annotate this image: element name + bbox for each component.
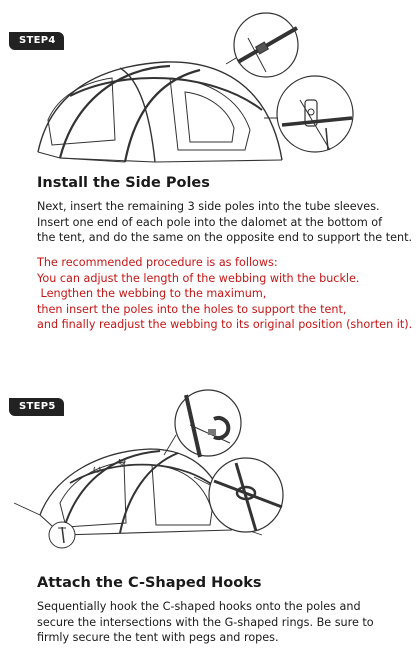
- step5-description-line: Sequentially hook the C-shaped hooks onto the poles and: [37, 600, 361, 613]
- step5-title: Attach the C-Shaped Hooks: [37, 575, 262, 591]
- step5-description-line: secure the intersections with the G-shaped rings. Be sure to: [37, 615, 374, 629]
- step4-description-line: the tent, and do the same on the opposite end to support the tent.: [37, 231, 413, 244]
- step4-tent-illustration: [0, 0, 416, 170]
- step4-procedure-line: Lengthen the webbing to the maximum,: [37, 287, 267, 300]
- step4-title: Install the Side Poles: [37, 175, 210, 191]
- step4-procedure: [37, 255, 415, 333]
- step5-description: [37, 599, 415, 646]
- step5-badge: STEP5: [9, 398, 64, 416]
- step4-description-line: Insert one end of each pole into the dalomet at the bottom of: [37, 215, 383, 229]
- step4-description: [37, 199, 415, 246]
- step4-procedure-line: The recommended procedure is as follows:: [37, 256, 278, 269]
- step4-badge: STEP4: [9, 32, 64, 50]
- step5-description-line: firmly secure the tent with pegs and ropes.: [37, 631, 279, 644]
- step4-procedure-line: and finally readjust the webbing to its original position (shorten it).: [37, 318, 413, 331]
- step4-procedure-line: You can adjust the length of the webbing with the buckle.: [37, 271, 360, 285]
- step4-procedure-line: then insert the poles into the holes to support the tent,: [37, 302, 347, 316]
- step4-description-line: Next, insert the remaining 3 side poles into the tube sleeves.: [37, 200, 380, 213]
- step5-tent-illustration: [0, 385, 416, 570]
